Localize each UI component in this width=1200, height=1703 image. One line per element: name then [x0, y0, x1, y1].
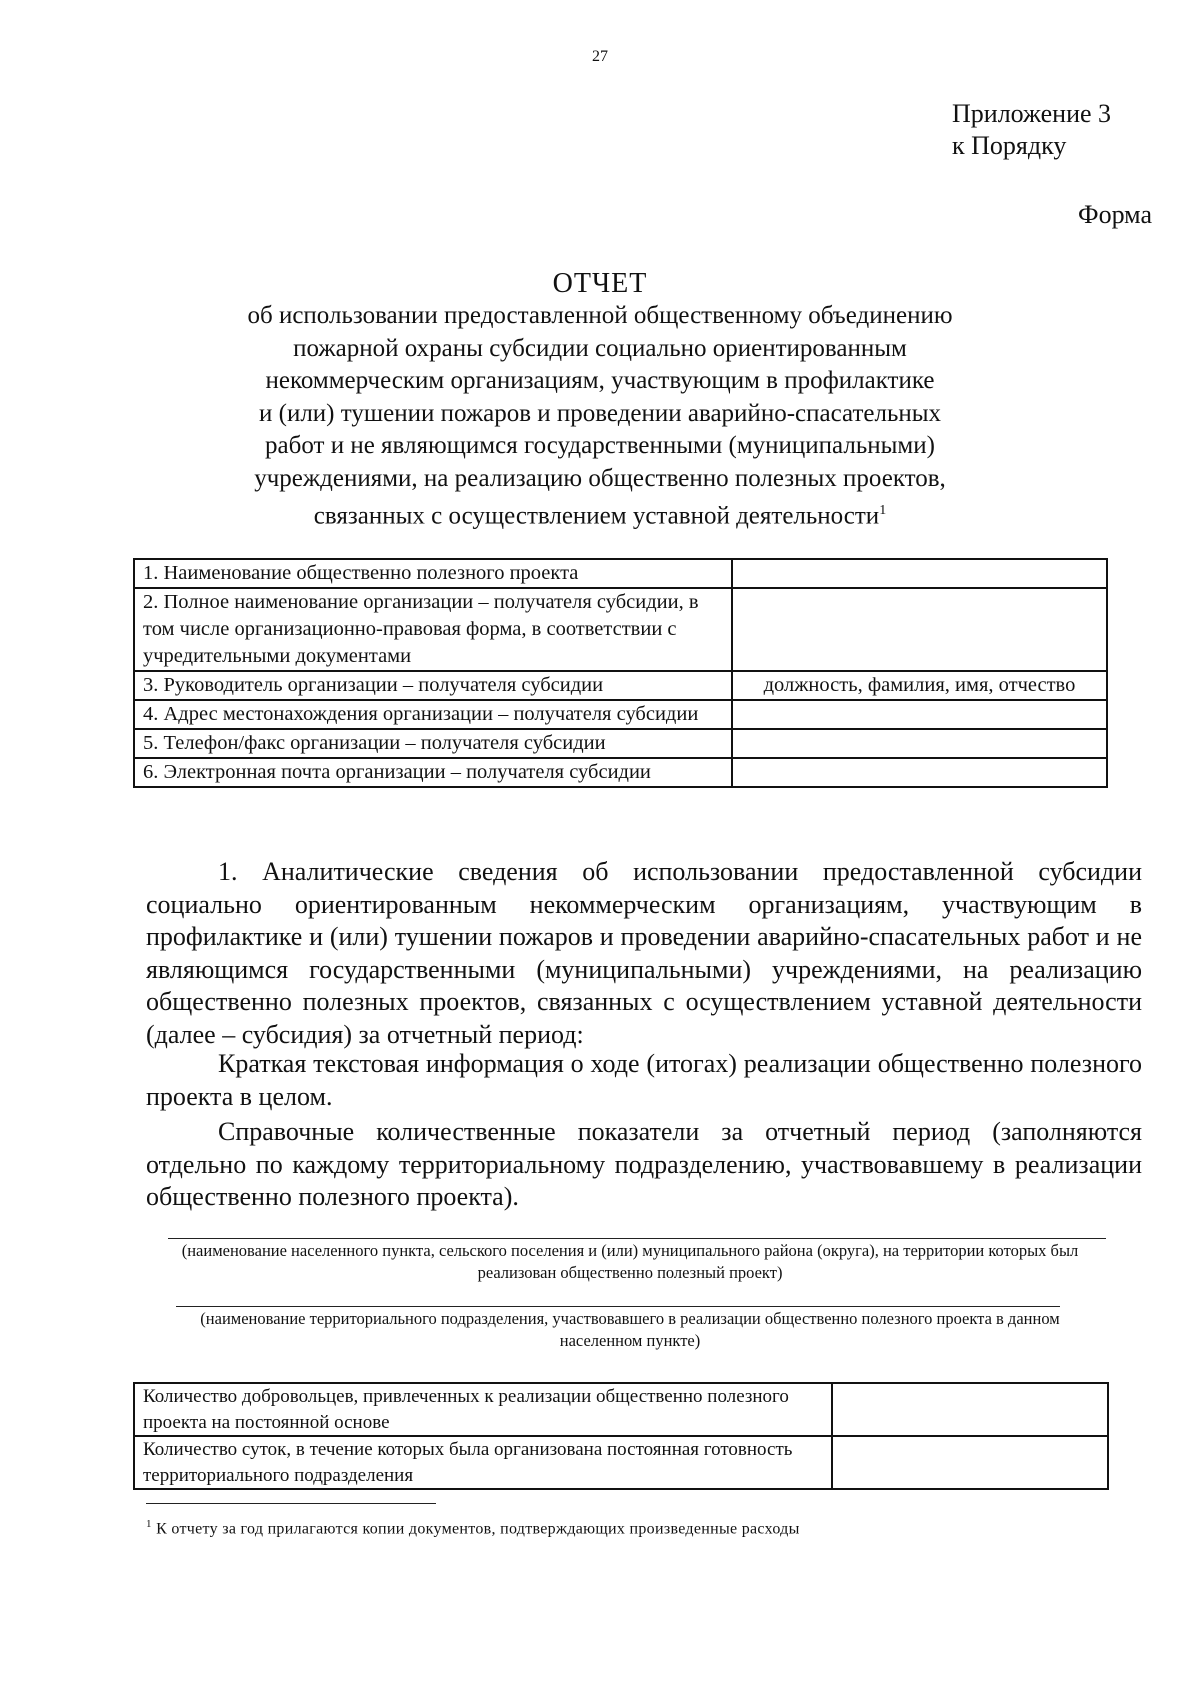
- footnote-separator: [146, 1503, 436, 1504]
- subtitle-line-text: связанных с осуществлением уставной деятельности: [313, 502, 880, 530]
- row-value-readiness-days[interactable]: [832, 1436, 1108, 1489]
- page-number: 27: [592, 48, 608, 65]
- table-row: [134, 1383, 1108, 1436]
- settlement-caption: (наименование населенного пункта, сельского поселения и (или) муниципального района (округа), на территории которых был реализован общественно полезный проект): [181, 1241, 1079, 1282]
- table-row: [134, 729, 1107, 758]
- row-label-organization-name: 2. Полное наименование организации – получателя субсидии, в том числе организационно-правовая форма, в соответствии с учредительными документами: [134, 588, 732, 671]
- subtitle-line: работ и не являющимся государственными (муниципальными): [265, 432, 935, 459]
- project-info-table: [133, 558, 1108, 788]
- subtitle-line: учреждениями, на реализацию общественно полезных проектов,: [254, 464, 946, 492]
- analytics-paragraph: 1. Аналитические сведения об использовании предоставленной субсидии социально ориентированным некоммерческим организациям, участвующим в профилактике и (или) тушении пожаров и проведении аварийно-спасательных работ и не являющимся государственными (муниципальными) учреждениями, на реализацию общественно полезных проектов, связанных с осуществлением уставной деятельности (далее – субсидия) за отчетный период:: [146, 857, 1142, 1049]
- table-row: [134, 559, 1107, 588]
- form-label: Форма: [1078, 200, 1152, 229]
- appendix-header: [952, 98, 1111, 162]
- report-title: ОТЧЕТ: [552, 268, 648, 299]
- row-label-readiness-days: Количество суток, в течение которых была организована постоянная готовность территориального подразделения: [134, 1436, 832, 1489]
- footnote-reference: 1: [879, 503, 887, 518]
- row-value-phone-fax[interactable]: [732, 729, 1107, 758]
- subtitle-line: некоммерческим организациям, участвующим в профилактике: [265, 367, 935, 394]
- subtitle-line: об использовании предоставленной общественному объединению: [247, 302, 953, 329]
- subtitle-line: и (или) тушении пожаров и проведении аварийно-спасательных: [258, 399, 942, 427]
- appendix-line-2: к Порядку: [952, 131, 1067, 160]
- table-row: [134, 758, 1107, 787]
- row-value-project-name[interactable]: [732, 559, 1107, 588]
- row-value-address[interactable]: [732, 700, 1107, 729]
- row-label-email: 6. Электронная почта организации – получателя субсидии: [134, 758, 732, 787]
- subtitle-line: пожарной охраны субсидии социально ориентированным: [293, 334, 907, 362]
- summary-paragraph: Краткая текстовая информация о ходе (итогах) реализации общественно полезного проекта в целом.: [146, 1049, 1142, 1111]
- table-row: [134, 1436, 1108, 1489]
- footnote-text: К отчету за год прилагаются копии документов, подтверждающих произведенные расходы: [156, 1520, 800, 1538]
- row-value-email[interactable]: [732, 758, 1107, 787]
- division-fill-line[interactable]: [176, 1306, 1060, 1307]
- table-row: [134, 700, 1107, 729]
- row-value-head[interactable]: должность, фамилия, имя, отчество: [732, 671, 1107, 700]
- row-label-head: 3. Руководитель организации – получателя субсидии: [134, 671, 732, 700]
- table-row: [134, 588, 1107, 671]
- indicators-paragraph: Справочные количественные показатели за отчетный период (заполняются отдельно по каждому территориальному подразделению, участвовавшему в реализации общественно полезного проекта).: [146, 1117, 1142, 1211]
- row-value-volunteers[interactable]: [832, 1383, 1108, 1436]
- row-label-volunteers: Количество добровольцев, привлеченных к реализации общественно полезного проекта на постоянной основе: [134, 1383, 832, 1436]
- row-value-organization-name[interactable]: [732, 588, 1107, 671]
- footnote-mark: 1: [146, 1518, 152, 1530]
- row-label-phone-fax: 5. Телефон/факс организации – получателя субсидии: [134, 729, 732, 758]
- footnote: [146, 1518, 800, 1538]
- division-caption: (наименование территориального подразделения, участвовавшего в реализации общественно полезного проекта в данном населенном пункте): [200, 1309, 1060, 1350]
- settlement-fill-line[interactable]: [168, 1238, 1106, 1239]
- report-subtitle: [220, 300, 980, 533]
- row-label-project-name: 1. Наименование общественно полезного проекта: [134, 559, 732, 588]
- subtitle-line-last: [220, 495, 980, 533]
- indicators-table: [133, 1382, 1109, 1490]
- appendix-line-1: Приложение 3: [952, 99, 1112, 128]
- table-row: [134, 671, 1107, 700]
- row-label-address: 4. Адрес местонахождения организации – получателя субсидии: [134, 700, 732, 729]
